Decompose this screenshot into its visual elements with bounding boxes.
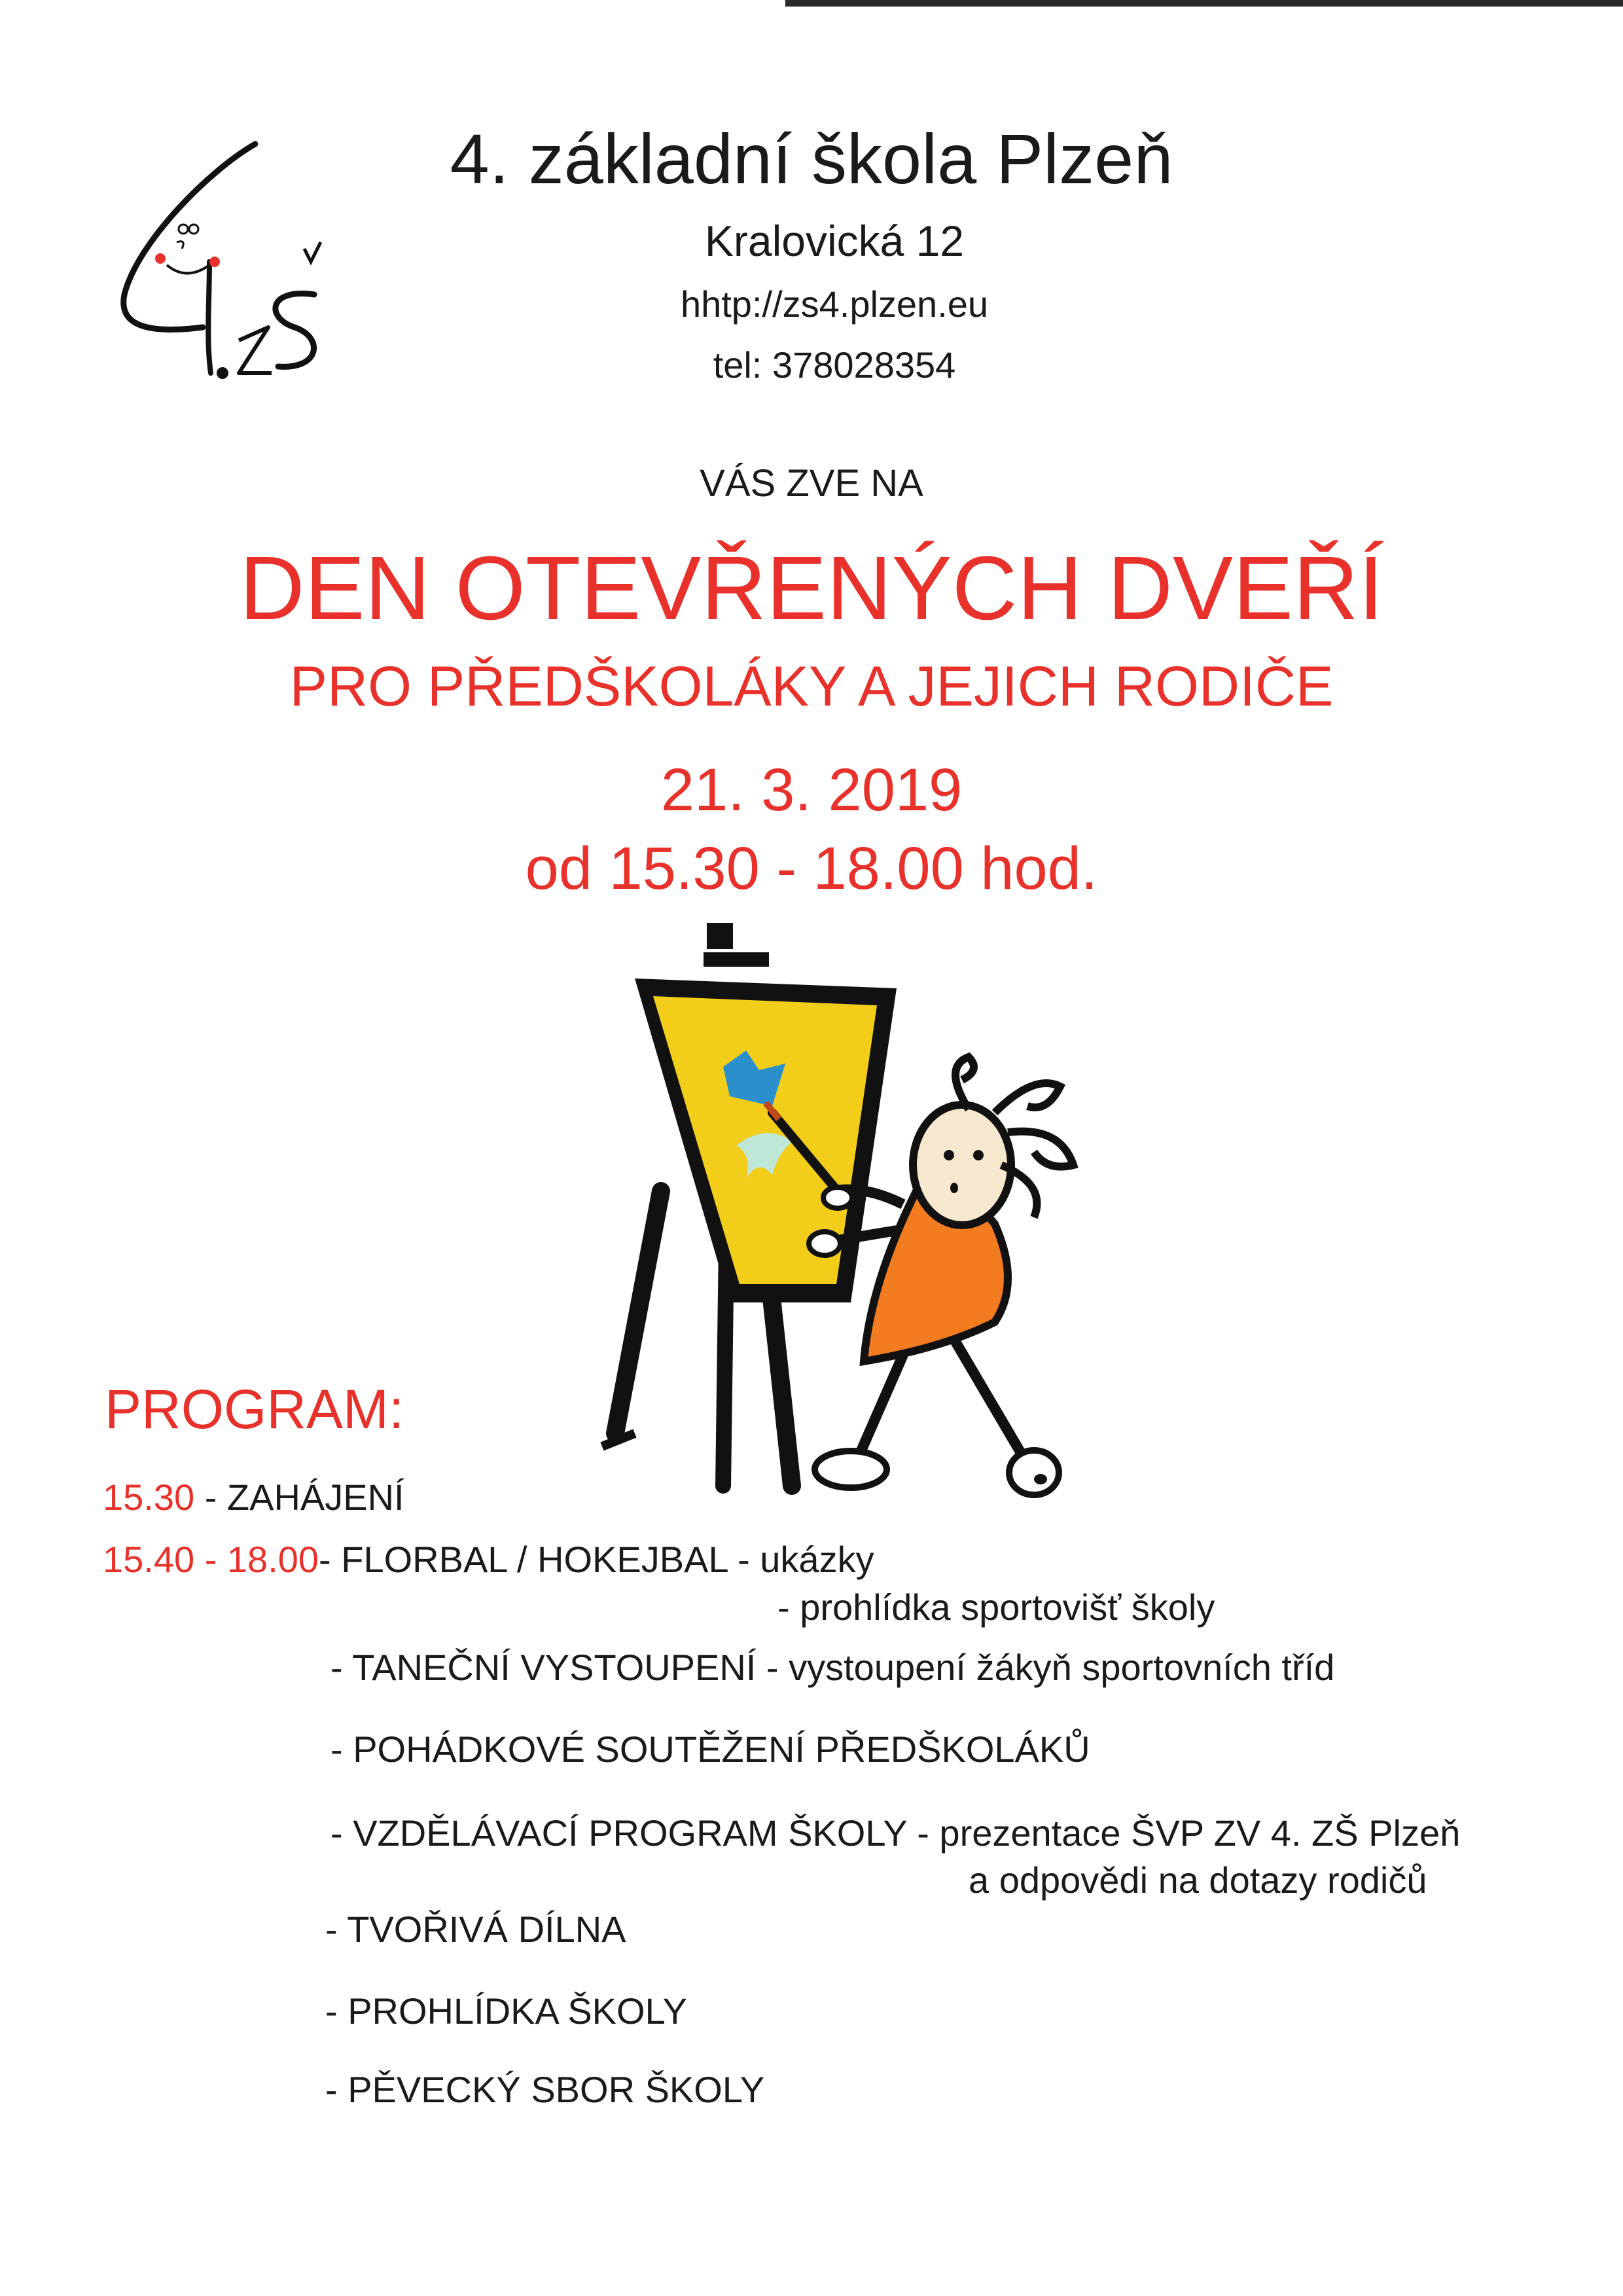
program-item: - PĚVECKÝ SBOR ŠKOLY [325,2069,765,2110]
program-item: - POHÁDKOVÉ SOUTĚŽENÍ PŘEDŠKOLÁKŮ [330,1729,1090,1770]
program-item-text: - ZAHÁJENÍ [194,1477,404,1518]
school-address: Kralovická 12 [704,217,965,265]
program-item-text: - FLORBAL / HOKEJBAL - ukázky [319,1539,874,1580]
event-time: od 15.30 - 18.00 hod. [525,835,1098,902]
program-item: - TANEČNÍ VYSTOUPENÍ - vystoupení žákyň sportovních tříd [330,1647,1335,1688]
program-item-time: 15.30 [103,1477,195,1518]
program-item-detail: a odpovědi na dotazy rodičů [969,1859,1427,1901]
event-title: DEN OTEVŘENÝCH DVEŘÍ [239,538,1384,639]
program-heading: PROGRAM: [105,1378,404,1440]
event-subtitle: PRO PŘEDŠKOLÁKY A JEJICH RODIČE [289,655,1334,718]
school-name: 4. základní škola Plzeň [450,119,1173,198]
school-phone: tel: 378028354 [713,344,956,386]
program-item [103,1476,404,1518]
scan-edge [785,0,1623,7]
school-website: hhtp://zs4.plzen.eu [680,283,989,325]
program-item: - TVOŘIVÁ DÍLNA [325,1909,626,1950]
invite-intro: VÁS ZVE NA [700,462,923,505]
painting-girl-illustration [576,916,1152,1518]
program-item-detail: - prohlídka sportovišť školy [777,1587,1215,1628]
program-item: - VZDĚLÁVACÍ PROGRAM ŠKOLY - prezentace ŠVP ZV 4. ZŠ Plzeň [330,1812,1461,1854]
program-item-time: 15.40 - 18.00 [103,1539,319,1580]
program-item: - PROHLÍDKA ŠKOLY [325,1990,687,2032]
event-date: 21. 3. 2019 [660,757,963,823]
program-item [103,1538,874,1581]
